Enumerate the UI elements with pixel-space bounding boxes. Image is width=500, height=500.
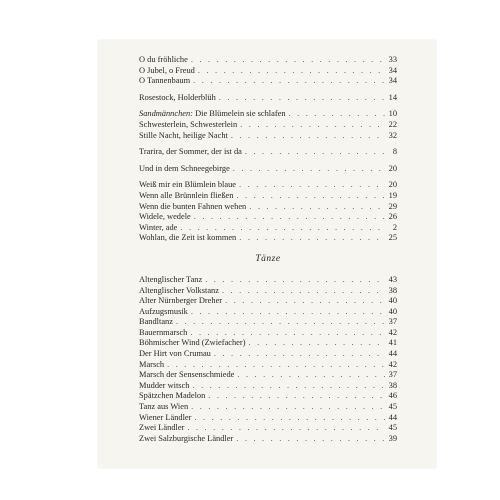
dot-leader [236,191,385,202]
toc-entry-title-text: Bandltanz [139,317,173,327]
toc-entry-title [139,402,188,413]
toc-entry-title-text: O Tannenbaum [139,76,191,86]
toc-entry-title-text: Zwei Ländler [139,423,185,433]
toc-group [139,180,397,244]
dot-leader [176,317,385,328]
toc-entry-page-number: 10 [388,109,397,119]
dot-leader [237,370,385,381]
toc-entry-title [139,55,188,66]
toc-entry-title-text: Die Blümelein sie schlafen [192,109,286,119]
toc-entry-page-number: 38 [388,380,397,390]
toc-entry-page-number: 29 [388,201,397,211]
table-of-contents [139,55,397,444]
toc-entry [139,338,397,349]
toc-entry [139,370,397,381]
book-page [98,40,436,468]
toc-entry-title [139,360,164,371]
toc-entry [139,381,397,392]
toc-entry [139,131,397,142]
toc-entry-title [139,66,195,77]
toc-entry-title-text: Schwesterlein, Schwesterlein [139,119,238,129]
toc-entry [139,423,397,434]
toc-entry-title [139,212,191,223]
toc-entry-title-text: Wenn die bunten Fahnen wehen [139,201,247,211]
dot-leader [191,307,385,318]
toc-entry [139,164,397,175]
dot-leader [239,233,385,244]
toc-entry [139,120,397,131]
toc-entry-title [139,423,184,434]
toc-entry-title [139,233,236,244]
dot-leader [167,360,385,371]
toc-group [139,147,397,158]
toc-entry [139,307,397,318]
toc-entry-page-number: 42 [388,359,397,369]
toc-entry-page-number: 38 [388,285,397,295]
dot-leader [192,381,385,392]
toc-entry [139,76,397,87]
toc-entry-title [139,370,234,381]
toc-entry-page-number: 46 [388,391,397,401]
toc-entry-title-text: Winter, ade [139,222,178,232]
toc-entry-title [139,413,191,424]
toc-entry [139,434,397,445]
toc-entry-title-text: Wohlan, die Zeit ist kommen [139,233,237,243]
toc-entry [139,402,397,413]
dot-leader [289,109,385,120]
toc-entry-title [139,223,177,234]
dot-leader [198,66,385,77]
toc-entry [139,328,397,339]
toc-entry-page-number: 26 [388,212,397,222]
toc-entry-page-number: 20 [388,180,397,190]
toc-entry [139,147,397,158]
toc-entry-title [139,180,236,191]
toc-entry-page-number: 40 [388,306,397,316]
toc-entry [139,296,397,307]
toc-entry [139,109,397,120]
toc-entry-title [139,328,187,339]
toc-entry-title [139,381,189,392]
dot-leader [191,55,385,66]
toc-entry [139,66,397,77]
toc-entry-page-number: 22 [388,119,397,129]
toc-entry-page-number: 39 [388,433,397,443]
toc-entry-title [139,120,237,131]
toc-entry-title [139,93,216,104]
dot-leader [239,180,385,191]
toc-entry-title-text: Spätzchen Madelon [139,391,206,401]
toc-entry [139,223,397,234]
toc-entry [139,202,397,213]
toc-entry-page-number: 44 [388,412,397,422]
toc-entry-title [139,391,205,402]
toc-entry-page-number: 34 [388,65,397,75]
dot-leader [249,202,385,213]
toc-entry-title-text: Altenglischer Volkstanz [139,285,219,295]
toc-entry [139,55,397,66]
dot-leader [180,223,385,234]
toc-entry-title [139,109,286,120]
toc-entry-title [139,202,246,213]
toc-entry [139,191,397,202]
toc-entry-page-number: 8 [392,147,397,157]
toc-entry-title [139,191,233,202]
toc-entry-page-number: 20 [388,163,397,173]
toc-entry [139,349,397,360]
dot-leader [233,164,385,175]
toc-entry-title [139,317,173,328]
dot-leader [208,391,385,402]
toc-entry-title [139,286,219,297]
toc-entry-page-number: 43 [388,274,397,284]
toc-entry-title-text: Bauernmarsch [139,327,188,337]
toc-entry-title-text: Marsch der Sensenschmiede [139,370,235,380]
toc-group [139,55,397,87]
dot-leader [205,275,385,286]
toc-entry-title-text: Wenn alle Brünnlein fließen [139,190,234,200]
toc-entry-title [139,296,222,307]
toc-entry-title-text: Widele, wedele [139,212,191,222]
toc-entry [139,391,397,402]
toc-entry-title-text: Mudder witsch [139,380,190,390]
toc-entry-title [139,349,211,360]
toc-entry-page-number: 44 [388,349,397,359]
toc-entry-page-number: 37 [388,370,397,380]
toc-entry-page-number: 45 [388,423,397,433]
dot-leader [214,349,385,360]
toc-entry-title-text: Böhmischer Wind (Zwiefacher) [139,338,246,348]
toc-entry-title-text: O Jubel, o Freud [139,65,195,75]
toc-entry-title [139,164,230,175]
toc-entry-title-text: O du fröhliche [139,55,188,64]
toc-entry-title [139,131,228,142]
dot-leader [245,147,385,158]
toc-entry-title [139,338,245,349]
toc-entry-page-number: 41 [388,338,397,348]
toc-entry-title-text: Und in dem Schneegebirge [139,163,230,173]
dot-leader [236,434,385,445]
toc-entry [139,212,397,223]
toc-entry-title-text: Aufzugsmusik [139,306,188,316]
dot-leader [225,296,385,307]
toc-entry [139,275,397,286]
toc-entry [139,233,397,244]
toc-entry-page-number: 25 [388,233,397,243]
toc-entry [139,413,397,424]
toc-entry-title-text: Der Hirt von Crumau [139,349,211,359]
toc-entry-page-number: 19 [388,190,397,200]
dot-leader [187,423,385,434]
toc-entry-title-text: Zwei Salzburgische Ländler [139,433,234,443]
toc-group [139,109,397,141]
toc-group [139,164,397,175]
dot-leader [231,131,385,142]
toc-group [139,93,397,104]
toc-entry-page-number: 42 [388,327,397,337]
toc-entry [139,317,397,328]
section-heading-taenze: Tänze [255,253,281,264]
toc-entry-page-number: 37 [388,317,397,327]
toc-entry-page-number: 14 [388,92,397,102]
toc-entry-title [139,434,233,445]
toc-entry-title [139,147,242,158]
toc-entry-page-number: 40 [388,296,397,306]
toc-entry-title-text: Tanz aus Wien [139,402,189,412]
toc-entry [139,180,397,191]
dot-leader [222,286,385,297]
dot-leader [191,402,385,413]
toc-entry [139,286,397,297]
dot-leader [194,413,385,424]
toc-entry-title-text: Altenglischer Tanz [139,274,203,284]
dot-leader [193,76,385,87]
dot-leader [219,93,385,104]
toc-entry-page-number: 34 [388,76,397,86]
dot-leader [248,338,385,349]
dot-leader [240,120,385,131]
dot-leader [194,212,385,223]
toc-entry-title-text: Trarira, der Sommer, der ist da [139,147,242,157]
toc-entry-title-text: Stille Nacht, heilige Nacht [139,130,228,140]
toc-entry-page-number: 45 [388,402,397,412]
toc-entry-page-number: 33 [388,55,397,64]
toc-entry-title-text: Weiß mir ein Blümlein blaue [139,180,237,190]
toc-entry-title-text: Rosestock, Holderblüh [139,92,216,102]
toc-entry-title [139,76,190,87]
toc-entry-title-text: Wiener Ländler [139,412,192,422]
toc-group-dances [139,275,397,445]
toc-entry [139,360,397,371]
toc-entry-title-text: Alter Nürnberger Dreher [139,296,223,306]
toc-entry-page-number: 32 [388,130,397,140]
dot-leader [190,328,385,339]
toc-entry-title [139,275,202,286]
toc-entry-title-italic: Sandmännchen: [139,109,193,119]
toc-entry-title-text: Marsch [139,359,165,369]
toc-entry-page-number: 2 [392,222,397,232]
toc-entry-title [139,307,188,318]
toc-entry [139,93,397,104]
